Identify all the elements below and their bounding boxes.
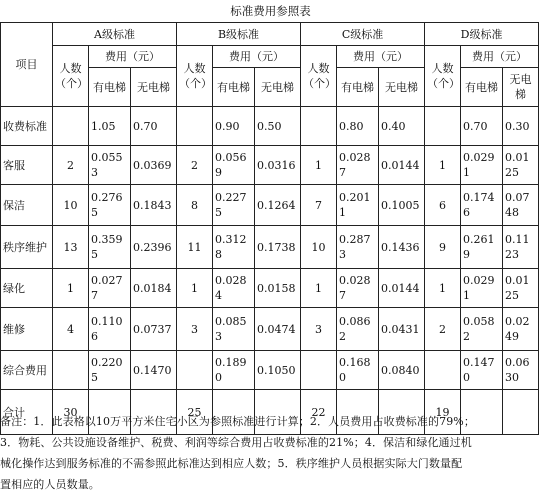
table-cell: 0.0369	[131, 146, 177, 185]
table-cell	[177, 107, 213, 146]
table-cell: 0.0125	[503, 146, 539, 185]
table-cell	[53, 351, 89, 390]
table-cell: 0.0144	[379, 146, 425, 185]
table-cell: 0.2619	[461, 226, 503, 269]
header-people-b: 人数（个）	[177, 46, 213, 107]
table-cell: 10	[53, 185, 89, 226]
table-cell	[301, 107, 337, 146]
table-cell: 0.0284	[213, 269, 255, 308]
table-cell: 6	[425, 185, 461, 226]
table-cell: 0.1680	[337, 351, 379, 390]
table-cell: 3	[177, 308, 213, 351]
row-label: 秩序维护	[1, 226, 53, 269]
table-cell: 0.1436	[379, 226, 425, 269]
header-group-d: D级标准	[425, 23, 539, 46]
table-cell: 0.0287	[337, 269, 379, 308]
table-cell: 0.90	[213, 107, 255, 146]
footnote-line: 备注：1．此表格以10万平方米住宅小区为参照标准进行计算；2．人员费用占收费标准的79%；	[0, 415, 475, 428]
table-cell: 9	[425, 226, 461, 269]
fee-reference-table	[0, 22, 539, 435]
table-cell: 0.1746	[461, 185, 503, 226]
table-cell: 2	[177, 146, 213, 185]
table-cell	[425, 107, 461, 146]
table-cell: 1	[53, 269, 89, 308]
table-cell: 0.0862	[337, 308, 379, 351]
table-cell: 0.2011	[337, 185, 379, 226]
table-cell: 0.0553	[89, 146, 131, 185]
table-cell: 0.2275	[213, 185, 255, 226]
table-cell: 11	[177, 226, 213, 269]
table-cell	[177, 351, 213, 390]
row-label: 收费标准	[1, 107, 53, 146]
table-cell: 0.0249	[503, 308, 539, 351]
header-fee-b: 费用（元）	[213, 46, 301, 68]
table-cell: 0.1470	[131, 351, 177, 390]
table-row	[1, 146, 539, 185]
header-fee-c: 费用（元）	[337, 46, 425, 68]
table-cell: 0.40	[379, 107, 425, 146]
footnote-line: 3．物耗、公共设施设备维护、税费、利润等综合费用占收费标准的21%；4．保洁和绿化通过机	[0, 436, 472, 449]
table-cell	[53, 107, 89, 146]
header-without-elevator-a: 无电梯	[131, 68, 177, 107]
table-cell: 0.0277	[89, 269, 131, 308]
table-row	[1, 185, 539, 226]
header-with-elevator-d: 有电梯	[461, 68, 503, 107]
table-cell: 0.3128	[213, 226, 255, 269]
table-row	[1, 269, 539, 308]
table-cell: 2	[425, 308, 461, 351]
header-group-b: B级标准	[177, 23, 301, 46]
table-cell: 0.1050	[255, 351, 301, 390]
table-cell: 0.30	[503, 107, 539, 146]
table-cell: 22	[301, 390, 337, 435]
table-cell: 0.0291	[461, 269, 503, 308]
row-label: 保洁	[1, 185, 53, 226]
header-people-a: 人数（个）	[53, 46, 89, 107]
header-fee-d: 费用（元）	[461, 46, 539, 68]
table-cell: 3	[301, 308, 337, 351]
table-cell: 0.2765	[89, 185, 131, 226]
table-cell: 1	[425, 146, 461, 185]
table-cell: 1	[301, 146, 337, 185]
table-cell	[425, 351, 461, 390]
header-people-c: 人数（个）	[301, 46, 337, 107]
table-cell: 0.1123	[503, 226, 539, 269]
table-cell: 0.0184	[131, 269, 177, 308]
header-with-elevator-c: 有电梯	[337, 68, 379, 107]
table-cell: 0.0630	[503, 351, 539, 390]
table-cell: 0.2873	[337, 226, 379, 269]
row-label: 维修	[1, 308, 53, 351]
table-cell: 0.1106	[89, 308, 131, 351]
header-group-c: C级标准	[301, 23, 425, 46]
table-cell: 1.05	[89, 107, 131, 146]
table-cell: 0.0737	[131, 308, 177, 351]
table-cell: 0.0582	[461, 308, 503, 351]
table-cell: 1	[177, 269, 213, 308]
table-cell: 0.0748	[503, 185, 539, 226]
table-cell: 0.80	[337, 107, 379, 146]
row-label: 绿化	[1, 269, 53, 308]
table-cell: 1	[301, 269, 337, 308]
table-cell: 4	[53, 308, 89, 351]
table-cell: 10	[301, 226, 337, 269]
table-cell: 0.50	[255, 107, 301, 146]
table-cell: 0.0158	[255, 269, 301, 308]
table-cell: 0.3595	[89, 226, 131, 269]
table-cell: 19	[425, 390, 461, 435]
table-row	[1, 226, 539, 269]
table-cell: 0.2396	[131, 226, 177, 269]
table-cell: 0.1843	[131, 185, 177, 226]
table-cell: 0.0474	[255, 308, 301, 351]
row-label: 客服	[1, 146, 53, 185]
table-cell: 8	[177, 185, 213, 226]
table-cell: 0.1470	[461, 351, 503, 390]
table-cell: 0.1005	[379, 185, 425, 226]
table-cell: 0.70	[131, 107, 177, 146]
table-cell: 0.0840	[379, 351, 425, 390]
table-cell: 1	[425, 269, 461, 308]
table-row	[1, 308, 539, 351]
table-cell: 7	[301, 185, 337, 226]
table-title: 标准费用参照表	[230, 4, 311, 18]
table-cell: 0.0316	[255, 146, 301, 185]
header-group-a: A级标准	[53, 23, 177, 46]
table-cell: 0.0125	[503, 269, 539, 308]
table-cell: 0.0569	[213, 146, 255, 185]
footnote-line: 械化操作达到服务标准的不需参照此标准达到相应人数；5．秩序维护人员根据实际大门数量配	[0, 457, 463, 470]
table-cell: 0.0291	[461, 146, 503, 185]
table-row	[1, 107, 539, 146]
table-cell: 2	[53, 146, 89, 185]
header-people-d: 人数（个）	[425, 46, 461, 107]
table-cell: 0.1738	[255, 226, 301, 269]
row-label: 综合费用	[1, 351, 53, 390]
header-without-elevator-d: 无电梯	[503, 68, 539, 107]
table-cell: 0.1890	[213, 351, 255, 390]
table-cell: 13	[53, 226, 89, 269]
table-cell: 25	[177, 390, 213, 435]
header-without-elevator-c: 无电梯	[379, 68, 425, 107]
table-cell	[301, 351, 337, 390]
header-fee-a: 费用（元）	[89, 46, 177, 68]
table-cell: 0.2205	[89, 351, 131, 390]
table-cell: 0.0431	[379, 308, 425, 351]
table-cell: 0.0853	[213, 308, 255, 351]
header-item: 项目	[1, 23, 53, 107]
table-cell: 0.1264	[255, 185, 301, 226]
table-cell: 0.0287	[337, 146, 379, 185]
table-cell: 0.70	[461, 107, 503, 146]
table-cell: 0.0144	[379, 269, 425, 308]
table-cell: 30	[53, 390, 89, 435]
footnote	[0, 411, 541, 495]
footnote-line: 置相应的人员数量。	[0, 478, 100, 491]
header-with-elevator-b: 有电梯	[213, 68, 255, 107]
header-without-elevator-b: 无电梯	[255, 68, 301, 107]
header-with-elevator-a: 有电梯	[89, 68, 131, 107]
table-row	[1, 351, 539, 390]
row-label: 合计	[1, 390, 53, 435]
